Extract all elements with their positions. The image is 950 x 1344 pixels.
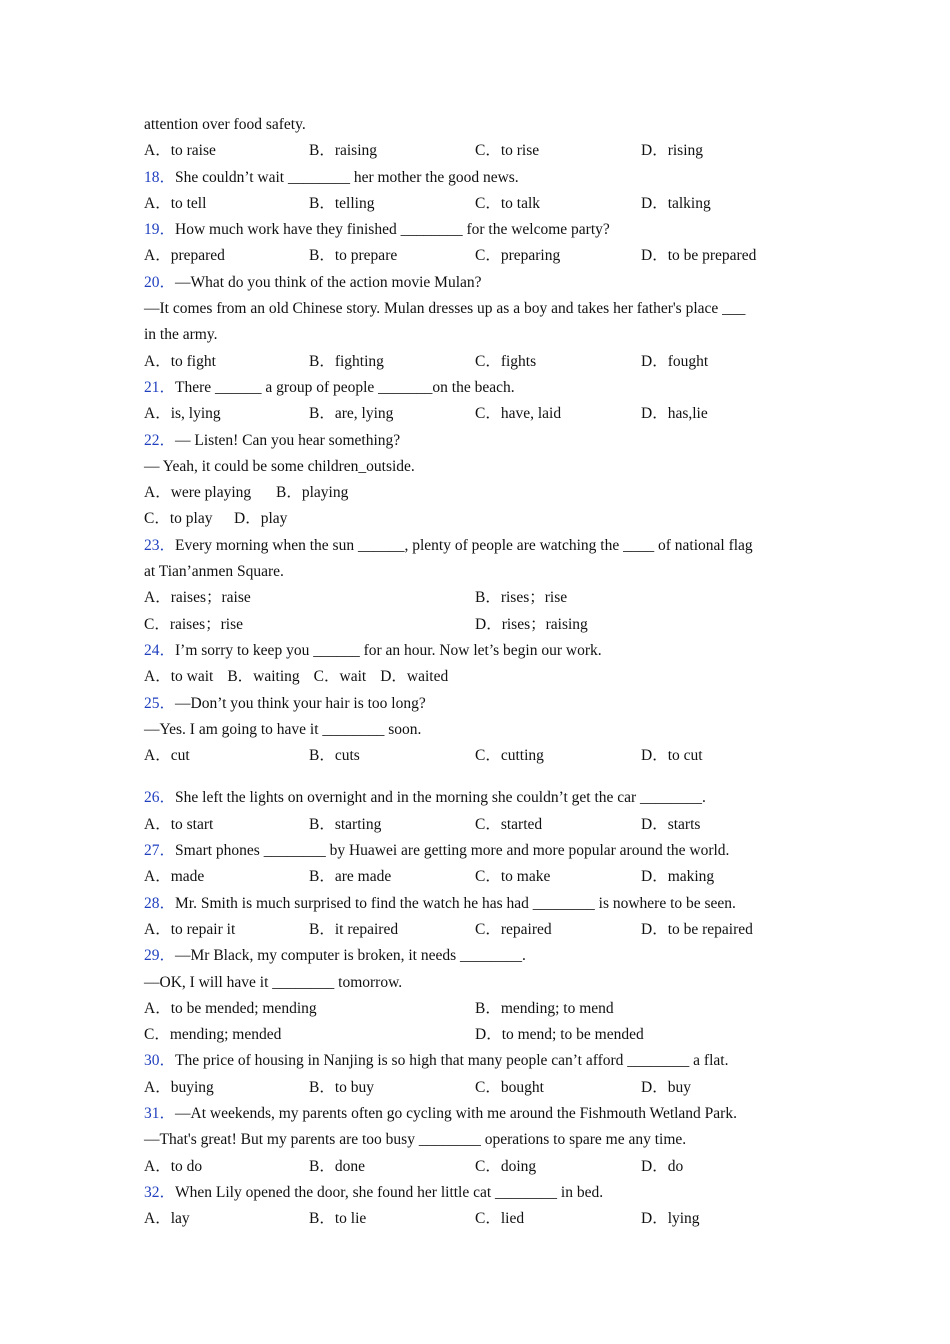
question-block [144, 891, 810, 944]
answer-options [144, 743, 810, 769]
option-b[interactable]: B．to prepare [309, 247, 398, 265]
option-a[interactable]: A．to wait [144, 668, 214, 686]
question-stem [144, 533, 810, 559]
question-block [144, 691, 810, 778]
question-block [144, 270, 810, 375]
option-c[interactable]: C．doing [475, 1157, 537, 1175]
question-number: 23． [144, 536, 176, 554]
option-c[interactable]: C．have, laid [475, 405, 562, 423]
answer-options [144, 917, 810, 943]
option-d[interactable]: D．lying [641, 1210, 700, 1228]
answer-options [144, 864, 810, 890]
question-text: —Mr Black, my computer is broken, it needs ________. [175, 947, 526, 965]
option-a[interactable]: A．were playing [144, 484, 252, 502]
answer-options [144, 1075, 810, 1101]
question-block [144, 638, 810, 691]
question-stem [144, 838, 810, 864]
question-number: 20． [144, 273, 176, 291]
option-b[interactable]: B．waiting [227, 668, 300, 686]
option-d[interactable]: D．do [641, 1157, 684, 1175]
question-stem [144, 943, 810, 969]
answer-options-row [144, 996, 810, 1022]
question-stem-line: —It comes from an old Chinese story. Mulan dresses up as a boy and takes her father's place ___ [144, 300, 746, 318]
question-stem [144, 638, 810, 664]
question-text: She couldn’t wait ________ her mother the good news. [175, 168, 519, 186]
option-c[interactable]: C．mending; mended [144, 1026, 282, 1044]
option-c[interactable]: C．repaired [475, 920, 552, 938]
question-stem [144, 785, 810, 811]
option-a[interactable]: A．to fight [144, 352, 216, 370]
option-c[interactable]: C．to play [144, 510, 213, 528]
question-text: Smart phones ________ by Huawei are getting more and more popular around the world. [175, 842, 730, 860]
option-d[interactable]: D．fought [641, 352, 709, 370]
question-stem-line: at Tian’anmen Square. [144, 563, 284, 581]
question-text: Every morning when the sun ______, plenty of people are watching the ____ of national flag [175, 536, 753, 554]
question-stem [144, 691, 810, 717]
option-c[interactable]: C．preparing [475, 247, 561, 265]
answer-options [144, 349, 810, 375]
option-d[interactable]: D．talking [641, 194, 711, 212]
question-number: 28． [144, 894, 176, 912]
answer-options [144, 1206, 810, 1232]
question-text: —Don’t you think your hair is too long? [175, 694, 426, 712]
question-block [144, 777, 810, 838]
answer-options-row [144, 585, 810, 611]
option-c[interactable]: C．to talk [475, 194, 541, 212]
answer-options [144, 191, 810, 217]
option-b: B．raising [309, 142, 378, 160]
question-number: 26． [144, 789, 176, 807]
answer-options-row [144, 506, 810, 532]
option-d: D．rising [641, 142, 704, 160]
option-a[interactable]: A．is, lying [144, 405, 221, 423]
option-a[interactable]: A．made [144, 868, 205, 886]
question-list [144, 165, 810, 1233]
question-stem [144, 165, 810, 191]
question-17-stem-tail: attention over food safety. [144, 116, 306, 133]
question-text: How much work have they finished ________ for the welcome party? [175, 221, 610, 239]
question-text: When Lily opened the door, she found her little cat ________ in bed. [175, 1183, 604, 1201]
option-d[interactable]: D．starts [641, 815, 701, 833]
question-text: The price of housing in Nanjing is so high that many people can’t afford ________ a flat. [175, 1052, 729, 1070]
question-block [144, 1180, 810, 1233]
question-number: 25． [144, 694, 176, 712]
question-17-options [144, 138, 810, 164]
option-d[interactable]: D．buy [641, 1078, 691, 1096]
question-block [144, 533, 810, 638]
option-a[interactable]: A．prepared [144, 247, 225, 265]
option-b[interactable]: B．cuts [309, 747, 360, 765]
question-number: 30． [144, 1052, 176, 1070]
question-stem [144, 428, 810, 454]
question-block [144, 375, 810, 428]
option-d[interactable]: D．rises；raising [475, 615, 588, 633]
option-c[interactable]: C．bought [475, 1078, 544, 1096]
option-d[interactable]: D．play [234, 510, 288, 528]
option-a[interactable]: A．to repair it [144, 920, 236, 938]
answer-options-row [144, 1022, 810, 1048]
question-number: 31． [144, 1104, 176, 1122]
question-text: There ______ a group of people _______on the beach. [175, 378, 515, 396]
question-stem [144, 217, 810, 243]
question-stem-line: —OK, I will have it ________ tomorrow. [144, 973, 403, 991]
option-c: C．to rise [475, 142, 540, 160]
option-a: A．to raise [144, 142, 216, 160]
option-b[interactable]: B．to lie [309, 1210, 367, 1228]
option-d[interactable]: D．has,lie [641, 405, 708, 423]
option-b[interactable]: B．rises；rise [475, 589, 568, 607]
option-c[interactable]: C．started [475, 815, 543, 833]
question-number: 19． [144, 221, 176, 239]
option-a[interactable]: A．cut [144, 747, 190, 765]
option-b[interactable]: B．telling [309, 194, 375, 212]
question-stem-line: —That's great! But my parents are too busy ________ operations to spare me any time. [144, 1131, 687, 1149]
question-number: 32． [144, 1183, 176, 1201]
worksheet-page [144, 112, 810, 1232]
answer-options [144, 243, 810, 269]
question-number: 21． [144, 378, 176, 396]
option-b[interactable]: B．mending; to mend [475, 999, 614, 1017]
option-a[interactable]: A．to be mended; mending [144, 999, 317, 1017]
option-b[interactable]: B．it repaired [309, 920, 399, 938]
question-text: — Listen! Can you hear something? [175, 431, 401, 449]
question-stem [144, 891, 810, 917]
option-c[interactable]: C．wait [313, 668, 367, 686]
question-stem [144, 1180, 810, 1206]
option-b[interactable]: B．starting [309, 815, 382, 833]
answer-options-row [144, 612, 810, 638]
option-b[interactable]: B．done [309, 1157, 365, 1175]
option-b[interactable]: B．are, lying [309, 405, 394, 423]
option-a[interactable]: A．to tell [144, 194, 207, 212]
question-block [144, 217, 810, 270]
question-block [144, 165, 810, 218]
option-d[interactable]: D．to be prepared [641, 247, 757, 265]
option-a[interactable]: A．buying [144, 1078, 214, 1096]
question-text: She left the lights on overnight and in the morning she couldn’t get the car ________. [175, 789, 706, 807]
question-number: 24． [144, 641, 176, 659]
question-block [144, 1101, 810, 1180]
option-b[interactable]: B．are made [309, 868, 392, 886]
option-b[interactable]: B．playing [276, 484, 349, 502]
question-text: —At weekends, my parents often go cycling with me around the Fishmouth Wetland Park. [175, 1104, 737, 1122]
option-b[interactable]: B．fighting [309, 352, 384, 370]
question-number: 29． [144, 947, 176, 965]
question-stem [144, 270, 810, 296]
option-d[interactable]: D．to be repaired [641, 920, 753, 938]
question-text: —What do you think of the action movie Mulan? [175, 273, 482, 291]
option-d[interactable]: D．to mend; to be mended [475, 1026, 644, 1044]
question-number: 18． [144, 168, 176, 186]
option-d[interactable]: D．making [641, 868, 715, 886]
option-c[interactable]: C．raises；rise [144, 615, 244, 633]
answer-options [144, 401, 810, 427]
question-number: 27． [144, 842, 176, 860]
question-stem [144, 375, 810, 401]
option-c[interactable]: C．cutting [475, 747, 544, 765]
option-c[interactable]: C．to make [475, 868, 551, 886]
option-a[interactable]: A．lay [144, 1210, 190, 1228]
option-a[interactable]: A．raises；raise [144, 589, 251, 607]
question-number: 22． [144, 431, 176, 449]
question-block [144, 838, 810, 891]
option-c[interactable]: C．fights [475, 352, 537, 370]
question-block [144, 943, 810, 1048]
option-b[interactable]: B．to buy [309, 1078, 375, 1096]
option-c[interactable]: C．lied [475, 1210, 525, 1228]
question-text: Mr. Smith is much surprised to find the watch he has had ________ is nowhere to be seen. [175, 894, 736, 912]
answer-options [144, 812, 810, 838]
option-d[interactable]: D．to cut [641, 747, 703, 765]
answer-options [144, 664, 810, 690]
option-a[interactable]: A．to start [144, 815, 214, 833]
question-stem [144, 1101, 810, 1127]
question-stem [144, 1048, 810, 1074]
answer-options-row [144, 480, 810, 506]
question-stem-line: in the army. [144, 326, 218, 344]
option-d[interactable]: D．waited [380, 668, 449, 686]
question-block [144, 1048, 810, 1101]
answer-options [144, 1154, 810, 1180]
question-block [144, 428, 810, 533]
option-a[interactable]: A．to do [144, 1157, 203, 1175]
question-stem-line: —Yes. I am going to have it ________ soon. [144, 720, 422, 738]
question-text: I’m sorry to keep you ______ for an hour. Now let’s begin our work. [175, 641, 602, 659]
question-stem-line: — Yeah, it could be some children_outside. [144, 457, 415, 475]
